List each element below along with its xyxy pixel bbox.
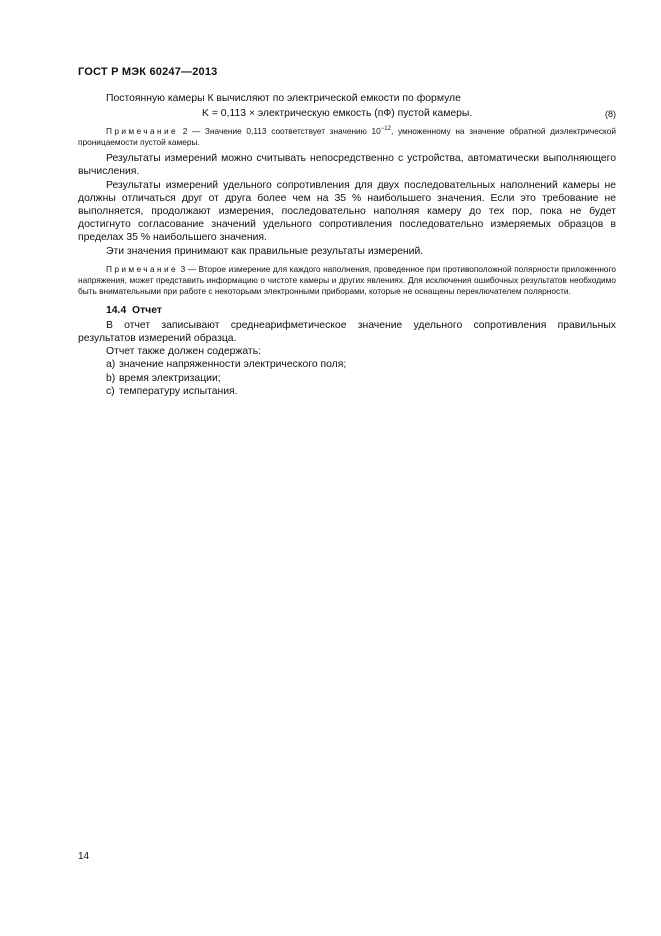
note-2-text-after: , умноженному на значение обратной диэлектрической проницаемости пустой камеры. — [78, 126, 616, 148]
section-heading — [78, 305, 616, 316]
paragraph-report: В отчет записывают среднеарифметическое значение удельного сопротивления правильных результатов измерений образца. — [78, 319, 616, 345]
formula-expression: K = 0,113 × электрическую емкость (пФ) пустой камеры. — [202, 108, 473, 120]
note-2-superscript: −12 — [380, 126, 391, 133]
paragraph-contains: Отчет также должен содержать: — [106, 346, 261, 358]
paragraph-accept: Эти значения принимают как правильные результаты измерений. — [106, 245, 424, 257]
page-number: 14 — [78, 851, 90, 862]
list-item-text: время электризации; — [119, 372, 221, 384]
formula-number: (8) — [605, 109, 616, 120]
list-item-mark: b) — [106, 372, 116, 384]
list-item — [78, 372, 616, 385]
note-2 — [78, 124, 616, 148]
section-number: 14.4 — [106, 304, 127, 316]
paragraph-results: Результаты измерений можно считывать непосредственно с устройства, автоматически выполняющего вычисления. — [78, 153, 616, 178]
document-header: ГОСТ Р МЭК 60247—2013 — [78, 66, 218, 78]
formula-line — [78, 108, 616, 124]
list-item-mark: c) — [106, 385, 115, 397]
list-item — [78, 385, 616, 398]
list-item-text: температуру испытания. — [119, 385, 238, 397]
list-item — [78, 358, 616, 371]
list-item-mark: a) — [106, 359, 116, 371]
list-item-text: значение напряженности электрического поля; — [119, 359, 347, 371]
intro-paragraph: Постоянную камеры К вычисляют по электрической емкости по формуле — [106, 93, 461, 104]
note-3 — [78, 264, 616, 297]
note-2-label: Примечание — [106, 126, 179, 137]
document-body — [78, 92, 616, 398]
note-3-text: 3 — Второе измерение для каждого наполнения, проведенное при противоположной полярности приложенного напряжения, может представить информацию о чистоте камеры и других явлениях. Для исключения ошибочных результатов необходимо быть внимательными при работе с некоторыми электронными приборами, которые не оснащены переключателем полярности. — [78, 263, 616, 296]
note-3-label: Примечание — [106, 263, 179, 274]
paragraph-resistivity: Результаты измерений удельного сопротивления для двух последовательных наполнений камеры не должны отличаться друг от друга более чем на 35 % наибольшего значения. Если это требование не выполняется, продолжают измерения, последовательно наполняя камеру до тех пор, пока не будет достигнуто согласование значений удельного сопротивления последовательно измеряемых образцов в пределах 35 % наибольшего значения. — [78, 179, 616, 244]
note-2-text-before: 2 — Значение 0,113 соответствует значению 10 — [178, 126, 381, 137]
section-title: Отчет — [132, 304, 162, 316]
